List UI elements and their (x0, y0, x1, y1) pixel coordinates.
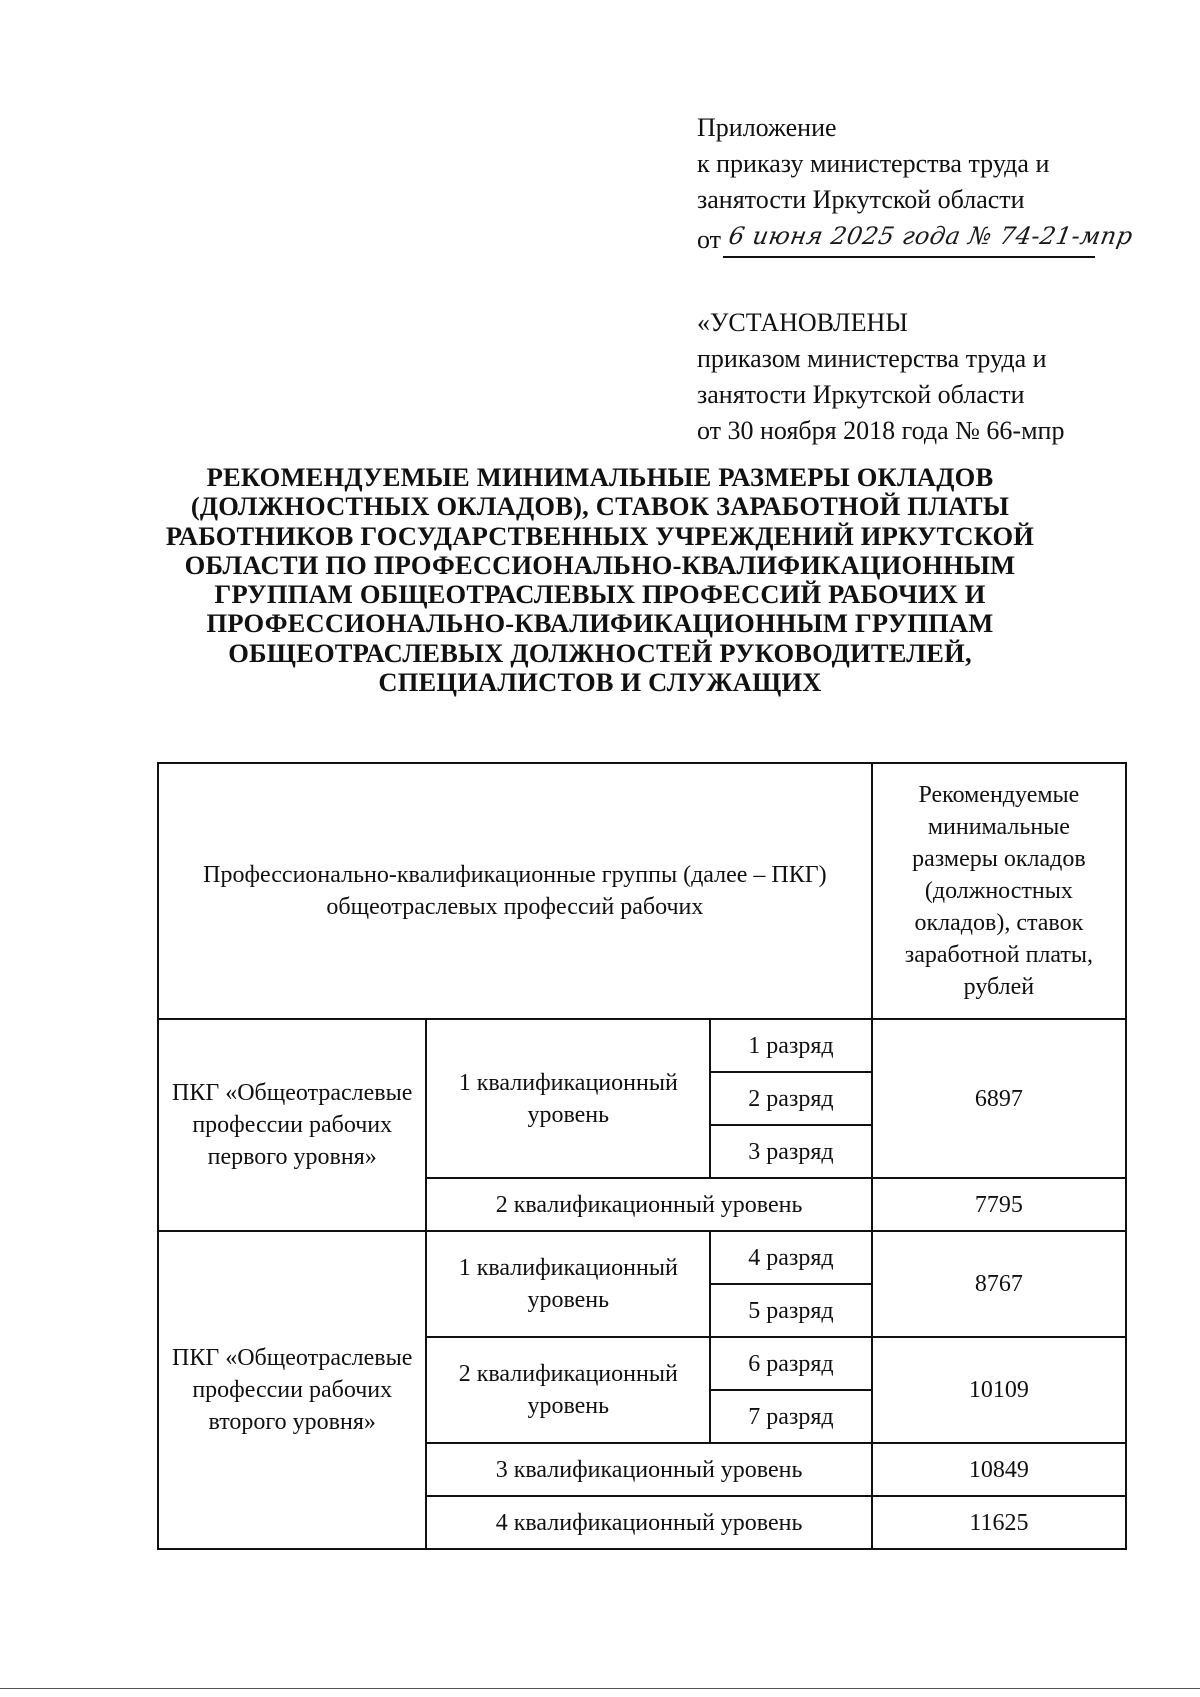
grade-cell: 6 разряд (710, 1337, 872, 1390)
group2-level1-cell: 1 квалификационный уровень (426, 1231, 710, 1337)
appendix-block (697, 110, 1136, 258)
group1-name-cell: ПКГ «Общеотраслевые профессии рабочих первого уровня» (158, 1019, 426, 1231)
grade-cell: 2 разряд (710, 1072, 872, 1125)
grade-cell: 3 разряд (710, 1125, 872, 1178)
grade-cell: 1 разряд (710, 1019, 872, 1072)
established-order-line: приказом министерства труда и (697, 344, 1047, 373)
table-row (158, 1019, 1126, 1072)
group1-level2-value-cell: 7795 (872, 1178, 1126, 1231)
table-row (158, 1231, 1126, 1284)
group1-level2-cell: 2 квалификационный уровень (426, 1178, 871, 1231)
appendix-region-line: занятости Иркутской области (697, 185, 1025, 214)
group1-level1-cell: 1 квалификационный уровень (426, 1019, 710, 1178)
page-bottom-rule (0, 1688, 1200, 1689)
document-title: РЕКОМЕНДУЕМЫЕ МИНИМАЛЬНЫЕ РАЗМЕРЫ ОКЛАДОВ (ДОЛЖНОСТНЫХ ОКЛАДОВ), СТАВОК ЗАРАБОТНОЙ ПЛАТЫ РАБОТНИКОВ ГОСУДАРСТВЕННЫХ УЧРЕЖДЕНИЙ ИРКУТСКОЙ ОБЛАСТИ ПО ПРОФЕССИОНАЛЬНО-КВАЛИФИКАЦИОННЫМ ГРУППАМ ОБЩЕОТРАСЛЕВЫХ ПРОФЕССИЙ РАБОЧИХ И ПРОФЕССИОНАЛЬНО-КВАЛИФИКАЦИОННЫМ ГРУППАМ ОБЩЕОТРАСЛЕВЫХ ДОЛЖНОСТЕЙ РУКОВОДИТЕЛЕЙ, СПЕЦИАЛИСТОВ И СЛУЖАЩИХ (165, 462, 1035, 698)
date-underline (723, 222, 1136, 258)
salary-table (157, 762, 1127, 1550)
table-header-row (158, 763, 1126, 1019)
established-heading: «УСТАНОВЛЕНЫ (697, 308, 908, 337)
appendix-order-line: к приказу министерства труда и (697, 149, 1050, 178)
established-date-line: от 30 ноября 2018 года № 66-мпр (697, 416, 1065, 445)
group2-level2-cell: 2 квалификационный уровень (426, 1337, 710, 1443)
date-prefix: от (697, 225, 722, 254)
group2-level4-cell: 4 квалификационный уровень (426, 1496, 871, 1549)
group2-name-cell: ПКГ «Общеотраслевые профессии рабочих второго уровня» (158, 1231, 426, 1549)
group2-level3-cell: 3 квалификационный уровень (426, 1443, 871, 1496)
header-salary-cell: Рекомендуемые минимальные размеры окладов (должностных окладов), ставок заработной платы, рублей (872, 763, 1126, 1019)
group2-level2-value-cell: 10109 (872, 1337, 1126, 1443)
group2-level3-value-cell: 10849 (872, 1443, 1126, 1496)
group1-level1-value-cell: 6897 (872, 1019, 1126, 1178)
grade-cell: 7 разряд (710, 1390, 872, 1443)
appendix-date-line (697, 218, 1136, 258)
group2-level4-value-cell: 11625 (872, 1496, 1126, 1549)
established-region-line: занятости Иркутской области (697, 380, 1025, 409)
handwritten-date: 6 июня 2025 года № 74-21-мпр (726, 222, 1136, 250)
group2-level1-value-cell: 8767 (872, 1231, 1126, 1337)
grade-cell: 5 разряд (710, 1284, 872, 1337)
appendix-heading: Приложение (697, 113, 837, 142)
header-groups-cell: Профессионально-квалификационные группы (далее – ПКГ) общеотраслевых профессий рабочих (158, 763, 872, 1019)
established-block (697, 305, 1064, 449)
grade-cell: 4 разряд (710, 1231, 872, 1284)
